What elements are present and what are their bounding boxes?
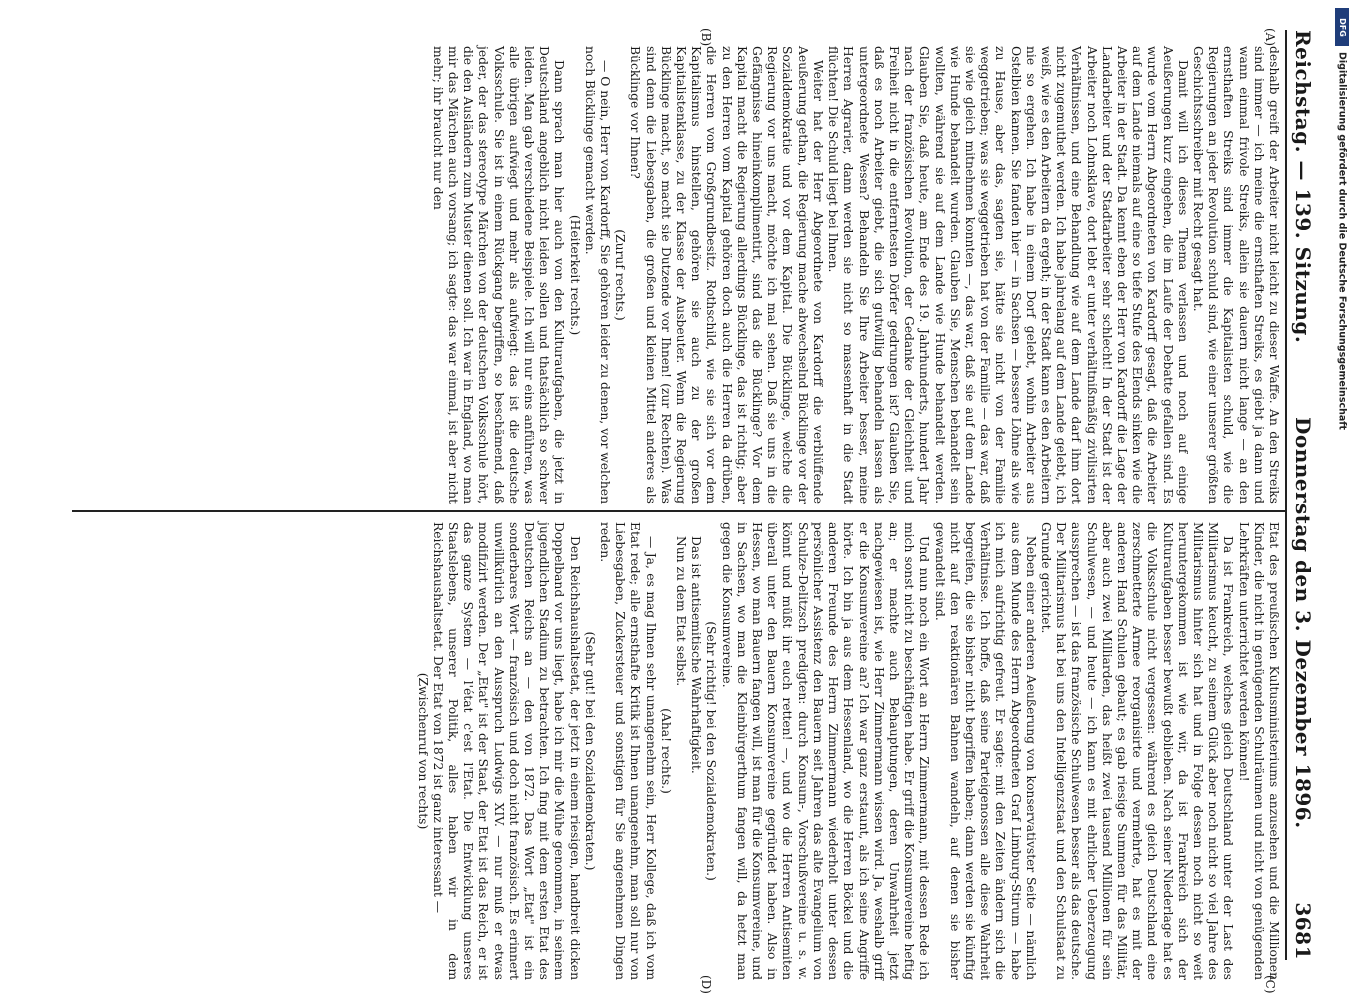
paragraph: Den Reichshaushaltsetat, der jetzt in einem riesigen, handbreit dicken Doppelband vor uns liegt, habe ich mir die Mühe genommen, in seinem jugendlichen Stadium zu betrachten. Ich fing mit dem ersten Etat des Deutschen Reichs an — den von 1872. Das Wort „Etat" ist ein sonderbares Wort — französisch und doch nicht französisch. Es erinnert unwillkürlich an den Ausspruch Ludwigs XIV. — nur muß er etwas modifizirt werden. Der „Etat" ist der Staat, der Etat ist das Reich, er ist das ganze System — l'état c'est l'Etat. Die Entwicklung unseres Staatslebens, unserer Politik, alles haben wir in dem Reichshaushaltsetat. Der Etat von 1872 ist ganz interessant — (430, 522, 582, 980)
paragraph: Neben einer anderen Aeußerung von konservativster Seite — nämlich aus dem Munde des Herrn Abgeordneten Graf Limburg-Stirum — habe ich mich aufrichtig gefreut. Er sagte: mit den Zeiten ändern sich die Verhältnisse. Ich hoffe, daß seine Parteigenossen alle diese Wahrheit begreifen, die sie bisher nicht begriffen haben; dann werden sie künftig nicht auf den reaktionären Bahnen wandeln, auf denen sie bisher gewandelt sind. (932, 522, 1038, 980)
left-column (430, 46, 1281, 504)
margin-marker-a: (A) (1263, 28, 1277, 47)
margin-marker-b: (B) (699, 28, 713, 47)
paragraph: Damit will ich dieses Thema verlassen und noch auf einige Aeußerungen kurz eingehen, die im Laufe der Debatte gefallen sind. Es wurde vom Herrn Abgeordneten von Kardorff gesagt, daß die Arbeiter auf dem Lande niemals auf eine so tiefe Stufe des Elends sinken wie die Arbeiter in der Stadt. Da kennt eben der Herr von Kardorff die Lage der Landarbeiter und der Stadtarbeiter sehr schlecht! In der Stadt ist der Arbeiter noch Lohnsklave, dort lebt er unter verhältnißmäßig zivilisirten Verhältnissen, und eine Behandlung wie auf dem Lande darf ihm dort nicht zugemuthet werden. Ich habe jahrelang auf dem Lande gelebt, ich weiß, wie es den Arbeitern da ergeht; in der Stadt kann es den Arbeitern nie so ergehen. Ich habe in einem Dorf gelebt, wohin Arbeiter aus Ostelbien kamen. Sie fanden hier — in Sachsen — bessere Löhne als wie zu Hause, aber das, sagten sie, hätte sie nicht von der Familie weggetrieben; was sie weggetrieben hat von der Familie — das war, daß sie wie gleich mitnehmen konnten —, das war, daß sie auf dem Lande wie Hunde behandelt wurden. Glauben Sie, Menschen behandelt sein wollten, während sie auf dem Lande wie Hunde behandelt werden. Glauben Sie, daß heute, am Ende des 19. Jahrhunderts, hundert Jahr nach der französischen Revolution, der Gedanke der Gleichheit und Freiheit nicht in die entferntesten Dörfer gedrungen ist? Glauben Sie, daß es noch Arbeiter giebt, die sich gutwillig behandeln lassen als untergeordnete Wesen? Behandeln Sie Ihre Arbeiter besser, meine Herren Agrarier, dann werden sie nicht so massenhaft in die Stadt flüchten! Die Schuld liegt bei Ihnen. (826, 46, 1190, 504)
paragraph: deshalb greift der Arbeiter nicht leicht zu dieser Waffe. An den Streiks sind immer — ich meine die ernsthaften Streiks, es giebt ja dann und wann einmal frivole Streiks, allein sie dauern nicht lange — an den ernsthaften Streiks sind immer die Kapitalisten schuld, wie die Regierungen an jeder Revolution schuld sind, wie einer unserer größten Geschichtsschreiber mit Recht gesagt hat. (1190, 46, 1281, 504)
paragraph: Nun zu dem Etat selbst. (674, 536, 689, 687)
interjection: (Sehr richtig! bei den Sozialdemokraten.) (704, 621, 719, 881)
paragraph: Das ist antisemitische Wahrhaftigkeit. (689, 536, 704, 774)
margin-marker-d: (D) (699, 975, 713, 994)
paragraph: — Ja, es mag Ihnen sehr unangenehm sein, Herr Kollege, daß ich vom Etat rede; alle ernsthafte Kritik ist Ihnen unangenehm, man soll nur von Liebesgaben, Zuckersteuer und sonstigen für Sie angenehmen Dingen reden. (598, 522, 658, 980)
interjection: (Heiterkeit rechts.) (567, 214, 582, 336)
header-session: Reichstag. — 139. Sitzung. (1291, 30, 1315, 344)
margin-marker-c: (C) (1263, 975, 1277, 994)
paragraph: Dann sprach man hier auch von den Kulturaufgaben, die jetzt in Deutschland angeblich nicht leiden sollen und thatsächlich so schwer leiden. Man gab verschiedene Beispiele. Ich will nur eins anführen, was alle übrigen aufwiegt und mehr als aufwiegt: das ist die deutsche Volksschule. Sie ist in einem Rückgang begriffen, so beschämend, daß jeder, der das stereotype Märchen von der deutschen Volksschule hört, die den Ausländern zum Muster dienen soll. Ich war in England, wo man mir das Märchen auch vorsang; ich sagte: das war einmal, ist aber nicht mehr; ihr braucht nur den (430, 46, 567, 504)
interjection: (Aha! rechts.) (658, 708, 673, 794)
dfg-logo: DFG (1335, 8, 1349, 46)
page-number: 3681 (1291, 902, 1315, 960)
page-header (1285, 30, 1331, 960)
paragraph: — O nein, Herr von Kardorff, Sie gehören leider zu denen, vor welchen noch Bücklinge gemacht werden. (582, 46, 613, 504)
right-column (414, 522, 1281, 980)
credit-text: Digitalisierung gefördert durch die Deutsche Forschungsgemeinschaft (1336, 52, 1348, 430)
interjection: (Zwischenruf von rechts) (415, 672, 430, 830)
digitization-credit (1335, 8, 1349, 992)
interjection: (Zuruf rechts.) (613, 229, 628, 321)
paragraph: Weiter hat der Herr Abgeordnete von Kardorff die verblüffende Aeußerung gethan, die Regierung mache abwechselnd Bücklinge vor der Sozialdemokratie und vor dem Kapital. Die Bücklinge, welche die Regierung vor uns macht, möchte ich mal sehen. Daß sie uns in die Gefängnisse hineinkomplimentirt, sind das die Bücklinge? Vor dem Kapital macht die Regierung allerdings Bücklinge, das ist richtig; aber zu den Herren vom Kapital gehören doch auch die Herren da drüben, die Herren vom Großgrundbesitz. Rothschild, wie sie sich vor dem Kapitalismus hinstellen, gehören sie auch zu der großen Kapitalistenklasse, zu der Klasse der Ausbeuter. Wenn die Regierung Bücklinge macht, so macht sie Dutzende vor Ihnen! (zur Rechten). Was sind denn die Liebesgaben, die großen und kleinen Mittel anderes als Bücklinge vor Ihnen? (628, 46, 825, 504)
paragraph: Und nun noch ein Wort an Herrn Zimmermann, mit dessen Rede ich mich sonst nicht zu beschäftigen habe. Er griff die Konsumvereine heftig an; er machte auch Behauptungen, deren Unwahrheit jetzt nachgewiesen ist, wie Herr Zimmermann wissen wird. Ja, weshalb griff er die Konsumvereine an? Ich war ganz erstaunt, als ich seine Angriffe hörte. Ich bin ja aus dem Hessenland, wo die Herren Böckel und die anderen Freunde des Herrn Zimmermann wiederholt unter dessen persönlicher Assistenz den Bauern seit Jahren das alte Evangelium von Schulze-Delitzsch predigten: durch Konsum-, Vorschußvereine u. s. w. könnt und müßt ihr euch retten! —, und wo die Herren Antisemiten überall unter den Bauern Konsumvereine gegründet haben. Also in Hessen, wo man Bauern fangen will, ist man für die Konsumvereine, und in Sachsen, wo man die Kleinbürgerthum fangen will, da hetzt man gegen die Konsumvereine. (719, 522, 932, 980)
column-divider (72, 510, 1285, 512)
paragraph: Etat des preußischen Kultusministeriums anzusehen und die Millionen Kinder, die nicht in genügenden Schulräumen und nicht von genügenden Lehrkräften unterrichtet werden können! (1236, 522, 1281, 980)
interjection: (Sehr gut! bei den Sozialdemokraten.) (582, 631, 597, 871)
paragraph: Da ist Frankreich, welches gleich Deutschland unter der Last des Militarismus keucht, zu seinem Glück aber noch nicht so viel Jahre des Militarismus hinter sich hat und in Folge dessen noch nicht so weit heruntergekommen ist wie wir, da ist Frankreich sich der Kulturaufgaben besser bewußt geblieben. Nach seiner Niederlage hat es die Volksschule nicht vergessen: während es gleich Deutschland eine zerschmetterte Armee reorganisirte und vermehrte, hat es mit der anderen Hand Schulen gebaut; es gab riesige Summen für das Militär, aber auch zwei Milliarden, das heißt zwei tausend Millionen für sein Schulwesen, — und heute — ich kann es mit ehrlicher Ueberzeugung aussprechen — ist das französische Schulwesen besser als das deutsche. Der Militarismus hat bei uns den Intelligenzstaat und den Schulstaat zu Grunde gerichtet. (1038, 522, 1236, 980)
header-date: Donnerstag den 3. Dezember 1896. (1291, 417, 1315, 829)
